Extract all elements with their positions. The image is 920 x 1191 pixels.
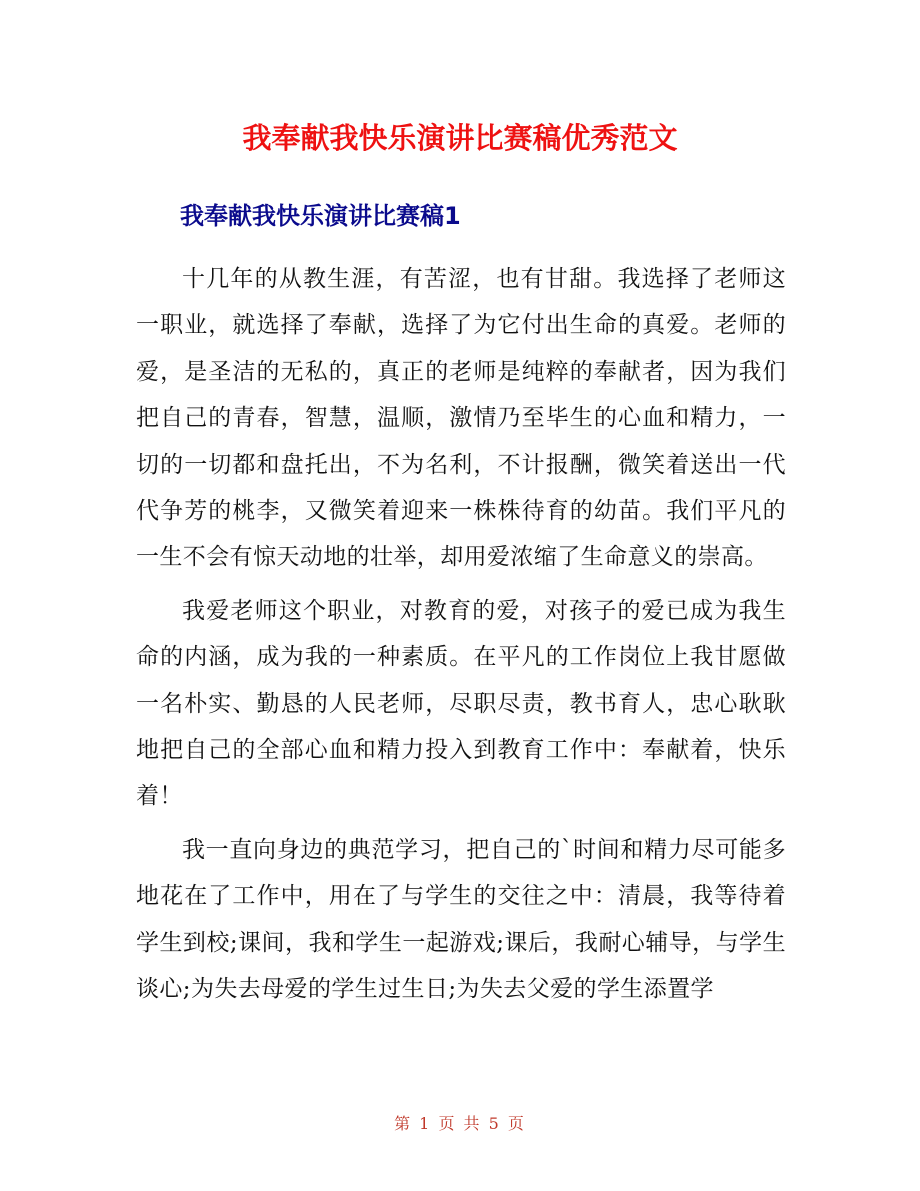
page-number-footer: 第 1 页 共 5 页: [394, 1114, 526, 1133]
paragraph-3: 我一直向身边的典范学习，把自己的`时间和精力尽可能多地花在了工作中，用在了与学生的交往之中：清晨，我等待着学生到校;课间，我和学生一起游戏;课后，我耐心辅导，与学生谈心;为失去母爱的学生过生日;为失去父爱的学生添置学: [136, 836, 786, 1003]
document-body: [136, 256, 786, 1013]
document-title: 我奉献我快乐演讲比赛稿优秀范文: [242, 121, 678, 155]
paragraph-1: 十几年的从教生涯，有苦涩，也有甘甜。我选择了老师这一职业，就选择了奉献，选择了为它付出生命的真爱。老师的爱，是圣洁的无私的，真正的老师是纯粹的奉献者，因为我们把自己的青春，智慧，温顺，激情乃至毕生的心血和精力，一切的一切都和盘托出，不为名利，不计报酬，微笑着送出一代代争芳的桃李，又微笑着迎来一株株待育的幼苗。我们平凡的一生不会有惊天动地的壮举，却用爱浓缩了生命意义的崇高。: [136, 266, 786, 571]
paragraph-2: 我爱老师这个职业，对教育的爱，对孩子的爱已成为我生命的内涵，成为我的一种素质。在平凡的工作岗位上我甘愿做一名朴实、勤恳的人民老师，尽职尽责，教书育人，忠心耿耿地把自己的全部心血和精力投入到教育工作中：奉献着，快乐着！: [136, 597, 786, 810]
section-heading: 我奉献我快乐演讲比赛稿1: [180, 202, 461, 230]
